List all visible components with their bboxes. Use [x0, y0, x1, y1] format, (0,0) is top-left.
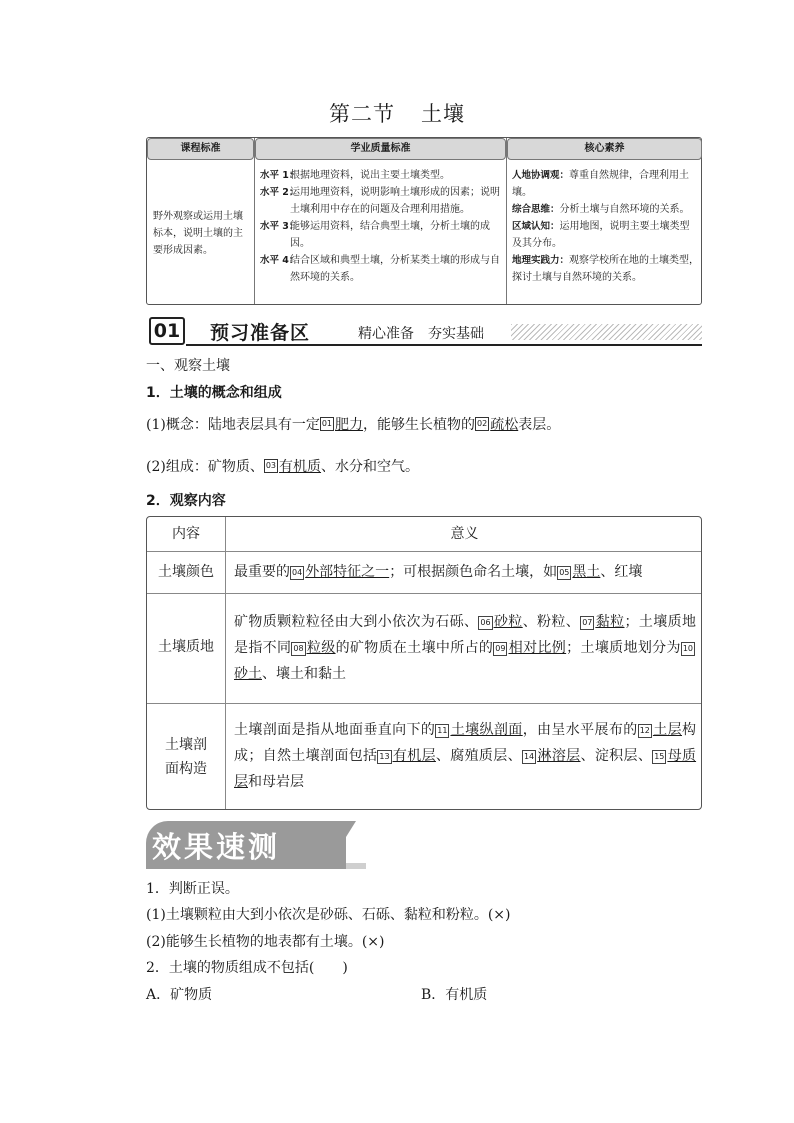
quality-level: 水平 1： 根据地理资料，说出主要土壤类型。 [260, 170, 450, 181]
blank-marker: 03 [264, 459, 278, 473]
table-row [147, 593, 701, 594]
header-literacy: 核心素养 [507, 138, 702, 160]
row-key: 土壤质地 [158, 639, 214, 655]
blank-marker: 09 [493, 642, 507, 656]
blank-marker: 14 [522, 750, 536, 764]
blank-marker: 06 [478, 616, 492, 630]
quality-level: 水平 4： 结合区域和典型土壤，分析某类土壤的形成与自然环境的关系。 [260, 255, 500, 283]
effect-test-badge [146, 821, 366, 869]
answer: 砂粒 [493, 614, 523, 630]
answer: 砂土 [234, 666, 262, 682]
composition-line: (2)组成：矿物质、 03 有机质、水分和空气。 [146, 459, 420, 475]
blank-marker: 08 [291, 642, 305, 656]
header-meaning: 意义 [450, 526, 479, 542]
section-banner [146, 316, 702, 346]
blank-marker: 01 [320, 417, 334, 431]
row-value: 土壤剖面是指从地面垂直向下的 11 土壤纵剖面，由呈水平展布的 12 土层构成；自然土壤剖面包括 13 有机层、腐殖质层、 14 淋溶层、淀积层、 15 母质层和母岩层 [234, 722, 697, 790]
blank-marker: 07 [580, 616, 594, 630]
section-number: 01 [149, 317, 185, 345]
answer: 肥力 [335, 417, 364, 433]
table-row [147, 551, 701, 552]
section-tagline: 精心准备 夯实基础 [358, 326, 484, 342]
literacy-cell [507, 160, 703, 304]
page-title: 第二节 土壤 [329, 102, 465, 126]
blank-marker: 13 [377, 750, 391, 764]
quality-level: 水平 3： 能够运用资料，结合典型土壤，分析土壤的成因。 [260, 221, 490, 249]
row-value: 最重要的 04 外部特征之一；可根据颜色命名土壤，如 05 黑土、红壤 [234, 564, 643, 580]
literacy-item: 地理实践力：观察学校所在地的土壤类型，探讨土壤与自然环境的关系。 [512, 255, 700, 283]
quiz-option-a: A．矿物质 [146, 987, 213, 1003]
column-divider [225, 517, 226, 809]
table-row [147, 703, 701, 704]
answer: 粒级 [306, 640, 336, 656]
banner-rule [186, 344, 702, 346]
standards-table [146, 137, 702, 305]
answer: 母质层 [234, 748, 697, 790]
quiz-option-b: B．有机质 [421, 987, 488, 1003]
answer: 疏松 [490, 417, 519, 433]
header-quality: 学业质量标准 [255, 138, 506, 160]
quiz-statement: (2)能够生长植物的地表都有土壤。(×) [146, 934, 385, 950]
answer: 相对比例 [508, 640, 567, 656]
quiz-question: 1．判断正误。 [146, 881, 239, 897]
answer: 土壤纵剖面 [450, 722, 523, 738]
blank-marker: 10 [681, 642, 695, 656]
row-key: 土壤颜色 [158, 564, 214, 580]
answer: 黏粒 [595, 614, 625, 630]
blank-marker: 15 [652, 750, 666, 764]
answer: 有机质 [279, 459, 322, 475]
literacy-item: 区域认知：运用地图，说明主要土壤类型及其分布。 [512, 221, 690, 249]
concept-line: (1)概念：陆地表层具有一定 01 肥力，能够生长植物的 02 疏松表层。 [146, 417, 561, 433]
blank-marker: 02 [475, 417, 489, 431]
row-key: 土壤剖 面构造 [165, 737, 207, 777]
quiz-statement: (1)土壤颗粒由大到小依次是砂砾、石砾、黏粒和粉粒。(×) [146, 907, 511, 923]
answer: 土层 [652, 722, 682, 738]
blank-marker: 11 [435, 724, 449, 738]
heading-observe-soil: 一、观察土壤 [146, 358, 230, 374]
literacy-item: 人地协调观：尊重自然规律，合理利用土壤。 [512, 170, 690, 198]
quality-level: 水平 2： 运用地理资料，说明影响土壤形成的因素；说明土壤利用中存在的问题及合理利用措施。 [260, 187, 500, 215]
literacy-item: 综合思维：分析土壤与自然环境的关系。 [512, 204, 690, 215]
blank-marker: 12 [638, 724, 652, 738]
answer: 黑土 [572, 564, 601, 580]
answer: 外部特征之一 [305, 564, 390, 580]
curriculum-cell: 野外观察或运用土壤标本，说明土壤的主要形成因素。 [153, 211, 243, 256]
blank-marker: 05 [557, 566, 571, 580]
subheading-concept: 1．土壤的概念和组成 [146, 385, 282, 401]
quality-cell [255, 160, 505, 304]
observe-table [146, 516, 702, 810]
blank-marker: 04 [290, 566, 304, 580]
header-content: 内容 [172, 526, 200, 542]
header-curriculum: 课程标准 [147, 138, 254, 160]
subheading-observe: 2．观察内容 [146, 493, 226, 509]
stripe-decoration [511, 324, 702, 340]
answer: 有机层 [392, 748, 436, 764]
quiz-question: 2．土壤的物质组成不包括( ) [146, 960, 348, 976]
row-value: 矿物质颗粒粒径由大到小依次为石砾、 06 砂粒、粉粒、 07 黏粒；土壤质地是指不同 08 粒级的矿物质在土壤中所占的 09 相对比例；土壤质地划分为 10砂土、壤土和黏土 [234, 614, 696, 682]
answer: 淋溶层 [537, 748, 581, 764]
badge-label: 效果速测 [152, 830, 281, 864]
section-title: 预习准备区 [210, 322, 311, 344]
